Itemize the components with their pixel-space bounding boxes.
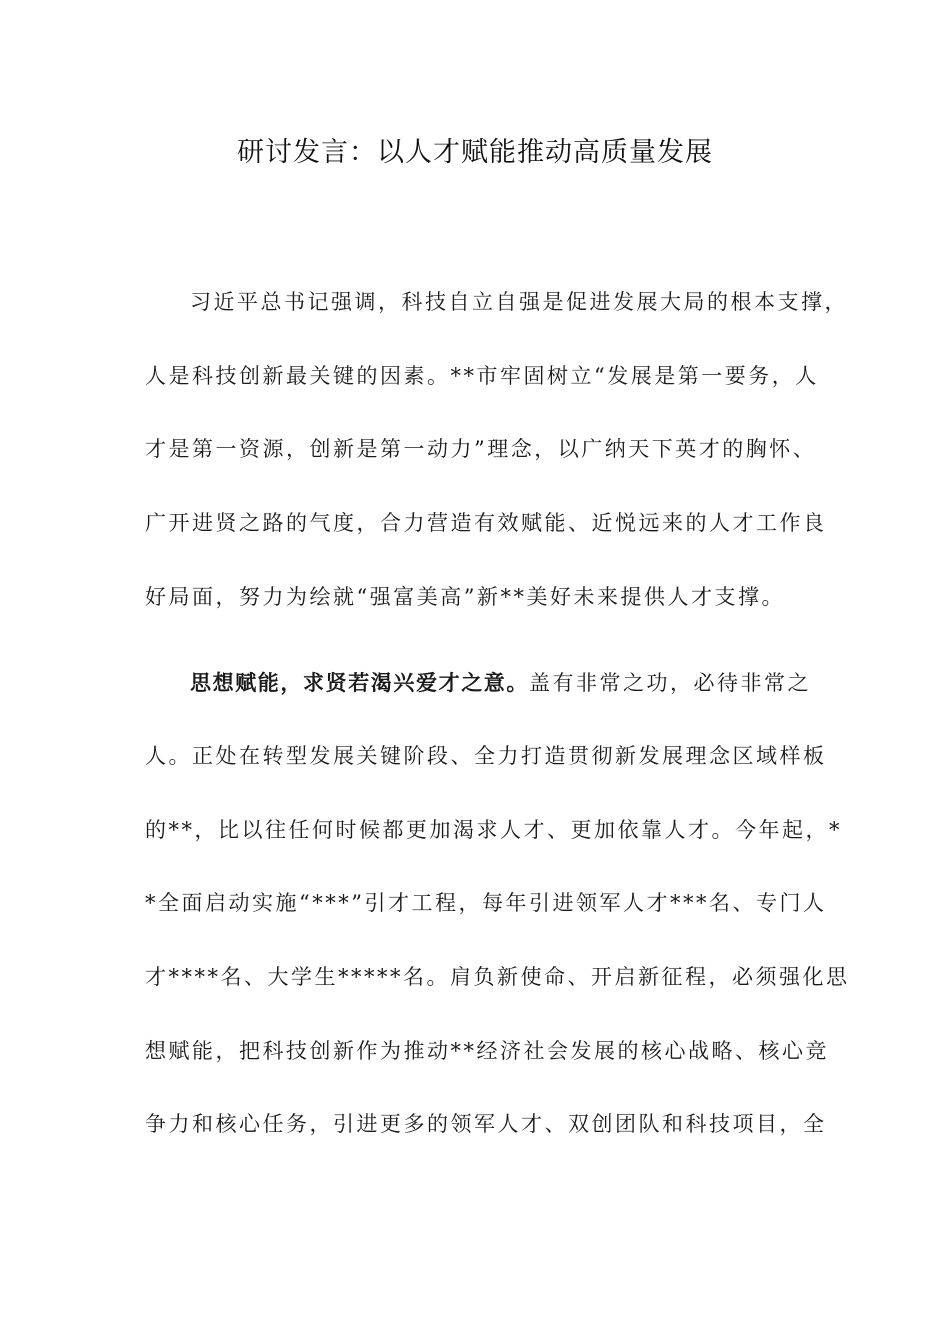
- paragraph-line: 的**，比以往任何时候都更加渴求人才、更加依靠人才。今年起，*: [145, 818, 842, 842]
- paragraph-line: 好局面，努力为绘就“强富美高”新**美好未来提供人才支撑。: [145, 585, 785, 609]
- paragraph-line: 广开进贤之路的气度，合力营造有效赋能、近悦远来的人才工作良: [145, 511, 827, 535]
- paragraph-line: *全面启动实施“***”引才工程，每年引进领军人才***名、专门人: [145, 891, 827, 915]
- paragraph-first-line: [190, 668, 815, 698]
- document-title: 研讨发言：以人才赋能推动高质量发展: [237, 137, 713, 168]
- paragraph-line: 才****名、大学生*****名。肩负新使命、开启新征程，必须强化思: [145, 965, 850, 989]
- paragraph-line: 争力和核心任务，引进更多的领军人才、双创团队和科技项目，全: [145, 1112, 827, 1136]
- paragraph-line: 人是科技创新最关键的因素。**市牢固树立“发展是第一要务，人: [145, 364, 819, 388]
- paragraph-line: 人。正处在转型发展关键阶段、全力打造贯彻新发展理念区域样板: [145, 744, 827, 768]
- section-heading: 思想赋能，求贤若渴兴爱才之意。: [190, 671, 529, 695]
- paragraph-text: 盖有非常之功，必待非常之: [529, 671, 811, 695]
- paragraph-line: 习近平总书记强调，科技自立自强是促进发展大局的根本支撑，: [190, 290, 848, 314]
- paragraph-line: 想赋能，把科技创新作为推动**经济社会发展的核心战略、核心竞: [145, 1039, 829, 1063]
- paragraph-line: 才是第一资源，创新是第一动力”理念，以广纳天下英才的胸怀、: [145, 437, 817, 461]
